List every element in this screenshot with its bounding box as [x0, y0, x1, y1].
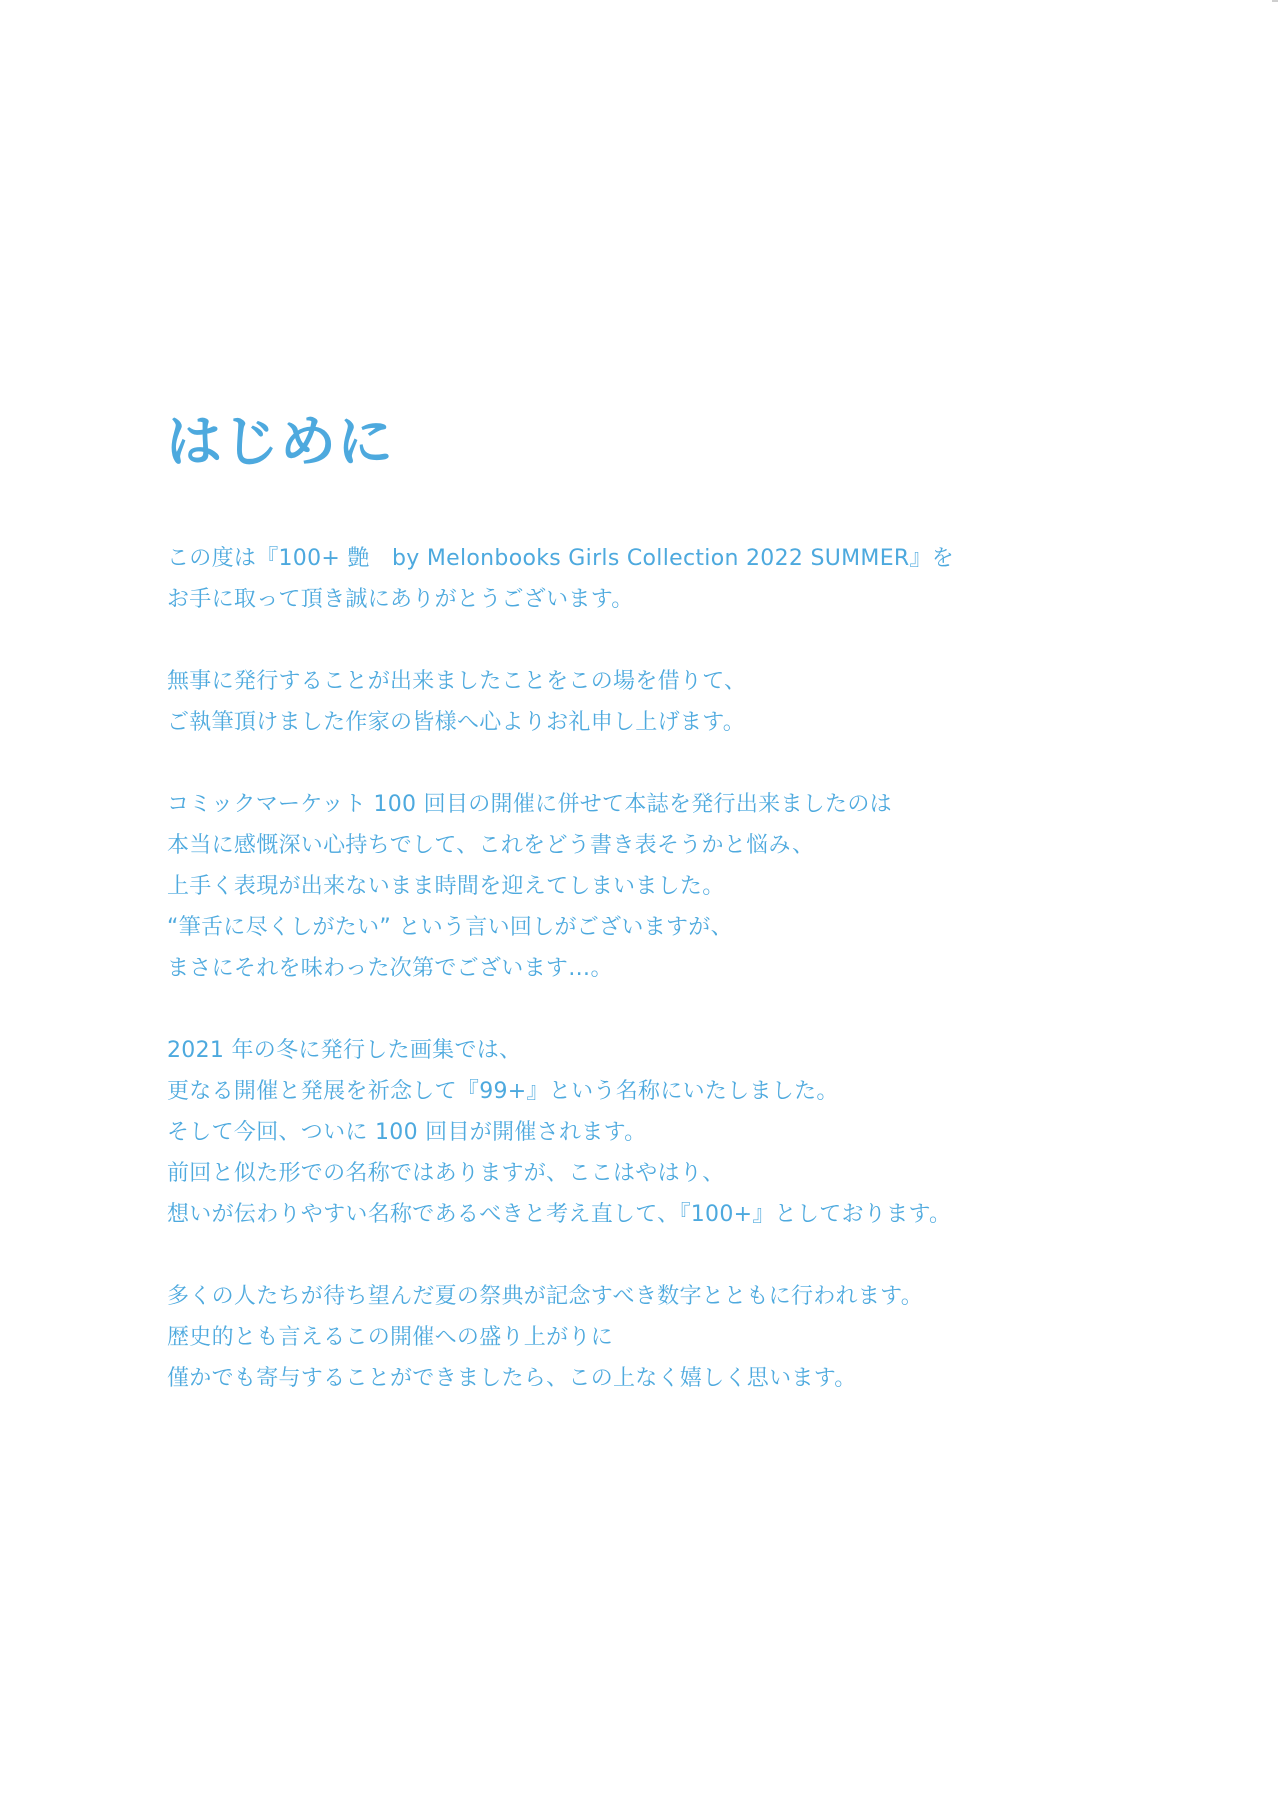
paragraph-1 — [167, 538, 1177, 620]
text-line: 前回と似た形での名称ではありますが、ここはやはり、 — [167, 1161, 725, 1186]
paragraph-4 — [167, 1030, 1177, 1235]
paragraph-2 — [167, 661, 1177, 743]
text-line: 本当に感慨深い心持ちでして、これをどう書き表そうかと悩み、 — [167, 833, 815, 858]
text-line: 2021 年の冬に発行した画集では、 — [167, 1038, 522, 1063]
text-line: 更なる開催と発展を祈念して『99+』という名称にいたしました。 — [167, 1079, 839, 1104]
text-line: ご執筆頂けました作家の皆様へ心よりお礼申し上げます。 — [167, 710, 746, 735]
text-line: そして今回、ついに 100 回目が開催されます。 — [167, 1120, 647, 1145]
text-line: コミックマーケット 100 回目の開催に併せて本誌を発行出来ましたのは — [167, 792, 892, 817]
text-line: 想いが伝わりやすい名称であるべきと考え直して、『100+』としております。 — [167, 1202, 952, 1227]
text-line: 歴史的とも言えるこの開催への盛り上がりに — [167, 1325, 614, 1350]
text-line: 多くの人たちが待ち望んだ夏の祭典が記念すべき数字とともに行われます。 — [167, 1284, 924, 1309]
text-line: 僅かでも寄与することができましたら、この上なく嬉しく思います。 — [167, 1366, 857, 1391]
paragraph-3 — [167, 784, 1177, 989]
body-text — [167, 538, 1177, 1440]
corner-mark — [1272, 0, 1278, 2]
paragraph-5 — [167, 1276, 1177, 1399]
text-line: “筆舌に尽くしがたい” という言い回しがございますが、 — [167, 915, 733, 940]
text-line: この度は『100+ 艶 by Melonbooks Girls Collection 2022 SUMMER』を — [167, 546, 955, 571]
text-line: まさにそれを味わった次第でございます…。 — [167, 956, 613, 981]
page-title: はじめに — [166, 410, 394, 475]
text-line: 上手く表現が出来ないまま時間を迎えてしまいました。 — [167, 874, 725, 899]
text-line: 無事に発行することが出来ましたことをこの場を借りて、 — [167, 669, 747, 694]
text-line: お手に取って頂き誠にありがとうございます。 — [167, 587, 634, 612]
